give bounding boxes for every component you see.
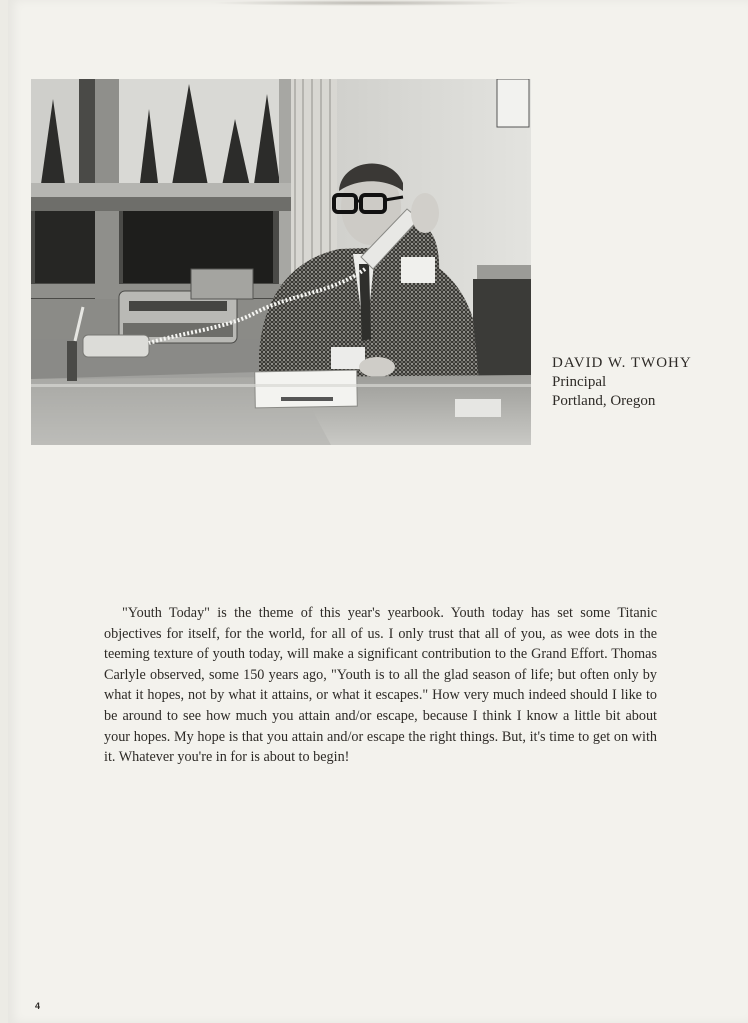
principal-photo [31, 79, 531, 445]
principal-location: Portland, Oregon [552, 393, 656, 409]
principal-name: DAVID W. TWOHY [552, 355, 692, 371]
photo-caption [552, 354, 692, 411]
message-paragraph: "Youth Today" is the theme of this year's yearbook. Youth today has set some Titanic objectives for itself, for the world, for all of us. I only trust that all of you, as wee dots in the teeming texture of youth today, will make a significant contribution to the Grand Effort. Thomas Carlyle observed, some 150 years ago, "Youth is to all the glad season of life; but often only by what it hopes, not by what it attains, or what it escapes." How very much indeed should I like to be around to see how much you attain and/or escape, because I think I know a little bit about your hopes. My hope is that you attain and/or escape the right things. But, it's time to get on with it. Whatever you're in for is about to begin! [104, 605, 657, 766]
principal-title: Principal [552, 374, 607, 390]
binding-shadow [208, 0, 528, 6]
page-number: 4 [35, 1001, 41, 1011]
principal-message [104, 603, 657, 768]
